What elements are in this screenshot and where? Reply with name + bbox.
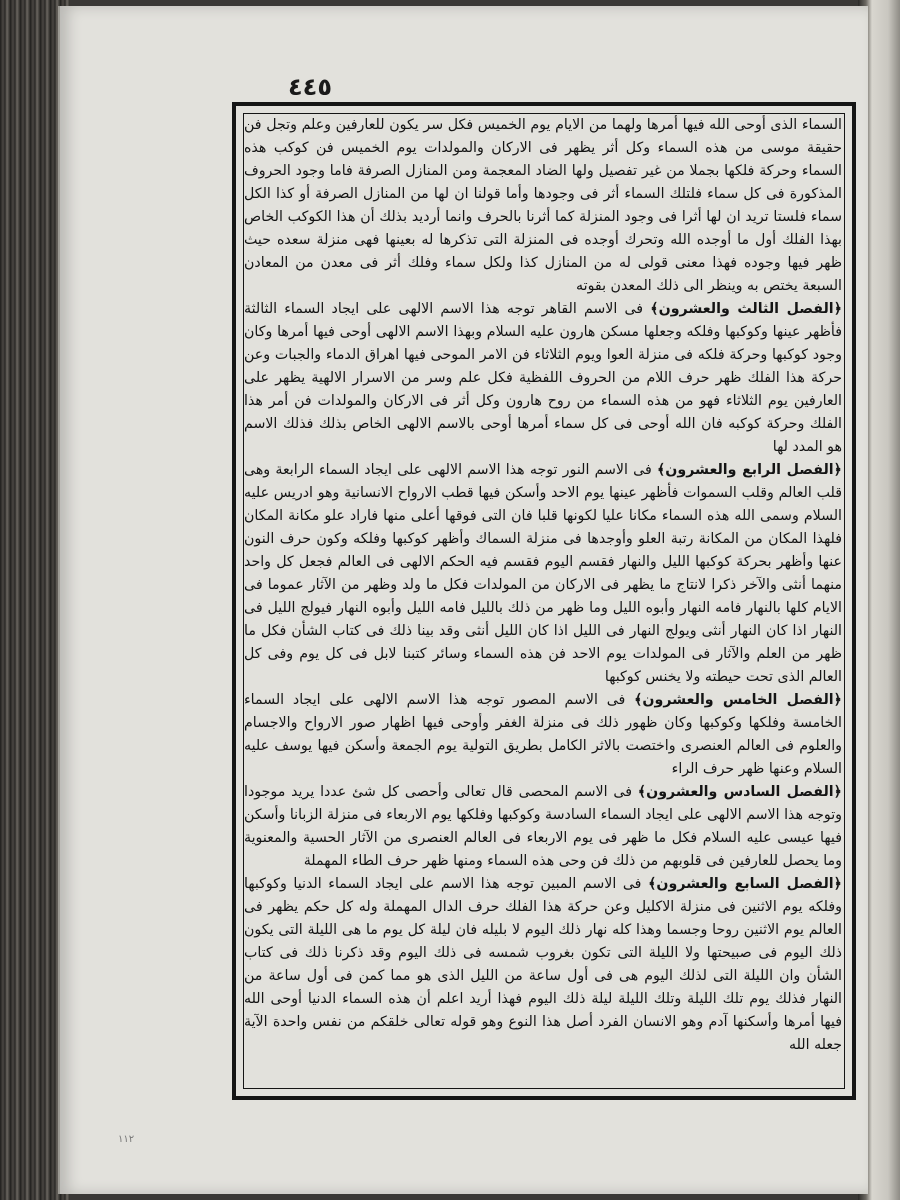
section-27-heading: الفصل السابع والعشرون (656, 876, 834, 892)
section-26-body: فى الاسم المحصى قال تعالى وأحصى كل شئ عددا يريد موجودا وتوجه هذا الاسم الالهى على ايجاد السماء السادسة وكوكبها وفلكها يوم الاربعاء فى منزلة الزبانا وأسكن فيها عيسى عليه السلام فكل ما ظهر فى يوم الاربعاء فى العالم العنصرى من الآثار الحسية والمعنوية وما يحصل للعارفين فى قلوبهم من ذلك فن وحى هذه السماء ومنها ظهر حرف الطاء المهملة (244, 784, 842, 869)
section-23-heading: الفصل الثالث والعشرون (658, 301, 834, 317)
section-25-body: فى الاسم المصور توجه هذا الاسم الالهى على ايجاد السماء الخامسة وفلكها وكوكبها وكان ظهور ذلك فى منزلة الغفر وأوحى فيها اظهار صور الارواح والاجسام والعلوم فى العالم العنصرى واختصت بالاثر الكامل بطريق التولية يوم الجمعة وأسكن فيها يوسف عليه السلام وعنها ظهر حرف الراء (244, 692, 842, 777)
section-head-bracket-open: ﴿ (833, 876, 842, 892)
section-27 (244, 873, 842, 1057)
section-25-heading: الفصل الخامس والعشرون (642, 692, 834, 708)
section-27-body: فى الاسم المبين توجه هذا الاسم على ايجاد السماء الدنيا وكوكبها وفلكه يوم الاثنين فى منزلة الاكليل وعن حركة هذا الفلك حرف الدال المهملة وله كل حكم يظهر فى العالم يوم الاثنين روحا وجسما وهذا كله نهار ذلك اليوم لا بليله فان ليلة كل يوم ما هى الليلة التى يكون ذلك اليوم فى صبيحتها ولا الليلة التى تكون بغروب شمسه فى ذلك اليوم وقد ذكرنا ذلك فى كتاب الشأن وان الليلة التى لذلك اليوم هى فى أول ساعة من الليل الذى هو مما كمن فى أول ساعة من النهار فذلك يوم تلك الليلة وتلك الليلة ليلة ذلك اليوم فهذا أريد اعلم أن هذه السماء الدنيا أوحى الله فيها أمرها وأسكنها آدم وهو الانسان الفرد أصل هذا النوع وهو قوله تعالى خلقكم من نفس واحدة الآية جعله الله (244, 876, 842, 1053)
margin-mark: ١١٢ (118, 1134, 135, 1145)
section-26-heading: الفصل السادس والعشرون (646, 784, 834, 800)
section-24-heading: الفصل الرابع والعشرون (665, 462, 834, 478)
section-head-bracket-close: ﴾ (656, 462, 666, 478)
section-head-bracket-close: ﴾ (648, 876, 657, 892)
section-24 (244, 459, 842, 689)
section-head-bracket-close: ﴾ (634, 692, 643, 708)
section-head-bracket-open: ﴿ (833, 462, 842, 478)
section-head-bracket-open: ﴿ (833, 784, 842, 800)
page-text-block (244, 114, 842, 1086)
section-head-bracket-open: ﴿ (833, 692, 842, 708)
section-24-body: فى الاسم النور توجه هذا الاسم الالهى على ايجاد السماء الرابعة وهى قلب العالم وقلب السموات فأظهر عينها يوم الاحد وأسكن فيها قطب الارواح الانسانية وهو ادريس عليه السلام وسمى الله هذه السماء مكانا عليا لكونها قلبا فان التى فوقها أعلى منها فاراد علو مكانة المكان فلهذا المكان من المكانة رتبة العلو وأوجدها فى منزلة السماك وأظهر كوكبها وفلكه وكون حرف النون عنها وأظهر بحركة كوكبها الليل والنهار فقسم اليوم فقسم فيه الحكم الالهى فى العالم فجعل كل واحد منهما أنثى والآخر ذكرا لانتاج ما يظهر فى الاركان من المولدات فكل ما ولد وظهر من الآثار عموما فى الايام كلها بالنهار فامه النهار وأبوه الليل وما ظهر من ذلك بالليل فامه الليل وأبوه النهار فيولج الليل فى النهار اذا كان النهار أنثى ويولج النهار فى الليل اذا كان الليل أنثى وقد بينا ذلك فى كتاب الشأن فكل ما ظهر من العلم والآثار فى المولدات يوم الاحد فن هذه السماء وسائر كتبنا لابل فى كل يوم وفى كل العالم الذى تحت حيطته ولا يخنس كوكبها (244, 462, 842, 685)
intro-paragraph (244, 114, 842, 298)
intro-text: السماء الذى أوحى الله فيها أمرها ولهما من الايام يوم الخميس فكل سر يكون للعارفين وعلم وتجل فن حقيقة موسى من هذه السماء وكل أثر يظهر فى الاركان والمولدات يوم الخميس فن كوكب هذه السماء وحركة فلكها بجملا من غير تفصيل ولها الضاد المعجمة ومن المنازل الصرفة فاما وجود الحروف المذكورة فى كل سماء فلتلك السماء أثر فى وجودها وأما قولنا ان لها من المنازل الصرفة أو كذا الكل سماء فلستا تريد ان لها أثرا فى وجود المنزلة كما أثرنا بالحرف وانما أرديد بذلك أن هذا الكوكب الخاص بهذا الفلك أول ما أوجده الله وتحرك أوجده فى المنزلة التى تذكرها له بعينها فهى منزلة سعده حيث ظهر فيها وجوده فهذا معنى قولى له من المنازل كذا ولكل سماء وفلك أثر فى معدن من المعادن السبعة يختص به وينظر الى ذلك المعدن بقوته (244, 117, 842, 294)
section-26 (244, 781, 842, 873)
section-head-bracket-open: ﴿ (833, 301, 842, 317)
section-25 (244, 689, 842, 781)
section-head-bracket-close: ﴾ (650, 301, 659, 317)
section-23 (244, 298, 842, 459)
page-number: ٤٤٥ (288, 73, 332, 101)
section-head-bracket-close: ﴾ (637, 784, 647, 800)
section-23-body: فى الاسم القاهر توجه هذا الاسم الالهى على ايجاد السماء الثالثة فأظهر عينها وكوكبها وفلكه وجعلها مسكن هارون عليه السلام وبهذا الاسم الالهى أوحى فيها أمرها وكان وجود كوكبها وحركة فلكه فى منزلة العوا ويوم الثلاثاء فن الامر الموحى فيها اهراق الدماء والجبات وعن حركة هذا الفلك ظهر حرف اللام من الحروف اللفظية فكل علم وسر من الاسرار الالهية يظهر على العارفين يوم الثلاثاء فهو من هذه السماء من روح هارون وكل أثر فى الاركان والمولدات فن أمر هذا الفلك وحركة كوكبه فان الله أوحى فى كل سماء أمرها أوحى بالاسم الالهى الخاص بذلك فذلك الاسم هو المدد لها (244, 301, 842, 455)
